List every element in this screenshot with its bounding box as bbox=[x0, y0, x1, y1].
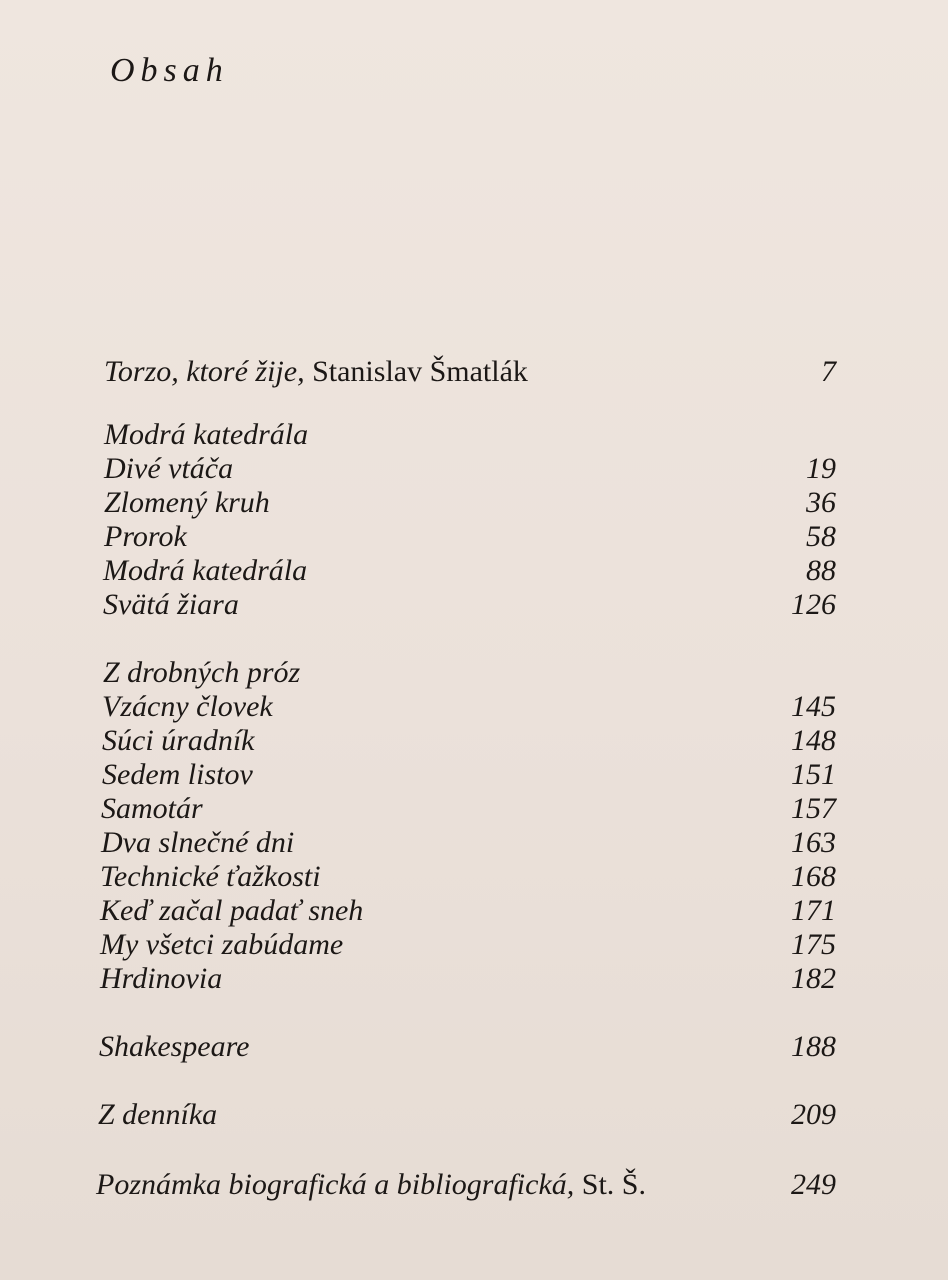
toc-entry bbox=[0, 927, 948, 963]
toc-entry-title: Shakespeare bbox=[99, 1030, 250, 1063]
toc-entry-page: 249 bbox=[791, 1168, 836, 1201]
toc-entry-page: 88 bbox=[806, 554, 836, 587]
toc-entry-line bbox=[104, 354, 528, 390]
toc-entry-title: Súci úradník bbox=[102, 724, 255, 757]
toc-entry bbox=[0, 757, 948, 793]
toc-entry-title: Zlomený kruh bbox=[104, 486, 270, 519]
page-title: Obsah bbox=[110, 52, 229, 89]
toc-entry-title: Torzo, ktoré žije, bbox=[104, 355, 305, 388]
toc-entry bbox=[0, 791, 948, 827]
toc-entry-intro bbox=[0, 354, 948, 390]
toc-entry bbox=[0, 825, 948, 861]
toc-entry-author: Stanislav Šmatlák bbox=[312, 355, 528, 388]
toc-entry-line bbox=[96, 1167, 646, 1203]
toc-entry bbox=[0, 689, 948, 725]
toc-entry-title: Modrá katedrála bbox=[103, 554, 308, 587]
toc-entry bbox=[0, 519, 948, 555]
toc-entry-page: 58 bbox=[806, 520, 836, 553]
toc-entry-title: Svätá žiara bbox=[103, 588, 239, 621]
toc-entry-page: 148 bbox=[791, 724, 836, 757]
toc-entry bbox=[0, 859, 948, 895]
toc-entry bbox=[0, 553, 948, 589]
toc-entry-title: Samotár bbox=[101, 792, 203, 825]
toc-entry bbox=[0, 451, 948, 487]
toc-entry-page: 145 bbox=[791, 690, 836, 723]
toc-entry-title: Keď začal padať sneh bbox=[100, 894, 364, 927]
toc-entry-title: Technické ťažkosti bbox=[100, 860, 321, 893]
toc-entry-title: Divé vtáča bbox=[104, 452, 234, 485]
toc-entry-page: 36 bbox=[806, 486, 836, 519]
toc-entry-page: 163 bbox=[791, 826, 836, 859]
toc-entry bbox=[0, 961, 948, 997]
toc-entry-title: Z denníka bbox=[98, 1098, 218, 1131]
toc-entry-author: St. Š. bbox=[581, 1168, 646, 1201]
toc-entry-shakespeare bbox=[0, 1029, 948, 1065]
toc-entry-title: Poznámka biografická a bibliografická, bbox=[96, 1168, 575, 1201]
toc-section-heading bbox=[0, 655, 948, 691]
toc-entry-page: 209 bbox=[791, 1098, 836, 1131]
toc-entry-title: My všetci zabúdame bbox=[100, 928, 344, 961]
section-heading-label: Z drobných próz bbox=[103, 656, 301, 689]
toc-entry-dennik bbox=[0, 1097, 948, 1133]
toc-section-heading bbox=[0, 417, 948, 453]
toc-entry-page: 126 bbox=[791, 588, 836, 621]
toc-entry-note bbox=[0, 1167, 948, 1203]
toc-entry-title: Hrdinovia bbox=[100, 962, 223, 995]
toc-entry-page: 151 bbox=[791, 758, 836, 791]
toc-entry bbox=[0, 485, 948, 521]
toc-entry-title: Sedem listov bbox=[102, 758, 253, 791]
section-heading-label: Modrá katedrála bbox=[104, 418, 309, 451]
toc-entry bbox=[0, 587, 948, 623]
toc-entry bbox=[0, 723, 948, 759]
toc-entry bbox=[0, 893, 948, 929]
toc-entry-page: 175 bbox=[791, 928, 836, 961]
toc-entry-title: Prorok bbox=[104, 520, 187, 553]
toc-entry-page: 7 bbox=[821, 355, 836, 388]
toc-entry-page: 182 bbox=[791, 962, 836, 995]
toc-entry-page: 168 bbox=[791, 860, 836, 893]
toc-entry-page: 171 bbox=[791, 894, 836, 927]
toc-entry-page: 157 bbox=[791, 792, 836, 825]
toc-entry-title: Dva slnečné dni bbox=[101, 826, 295, 859]
toc-entry-page: 19 bbox=[806, 452, 836, 485]
toc-entry-page: 188 bbox=[791, 1030, 836, 1063]
toc-entry-title: Vzácny človek bbox=[102, 690, 273, 723]
